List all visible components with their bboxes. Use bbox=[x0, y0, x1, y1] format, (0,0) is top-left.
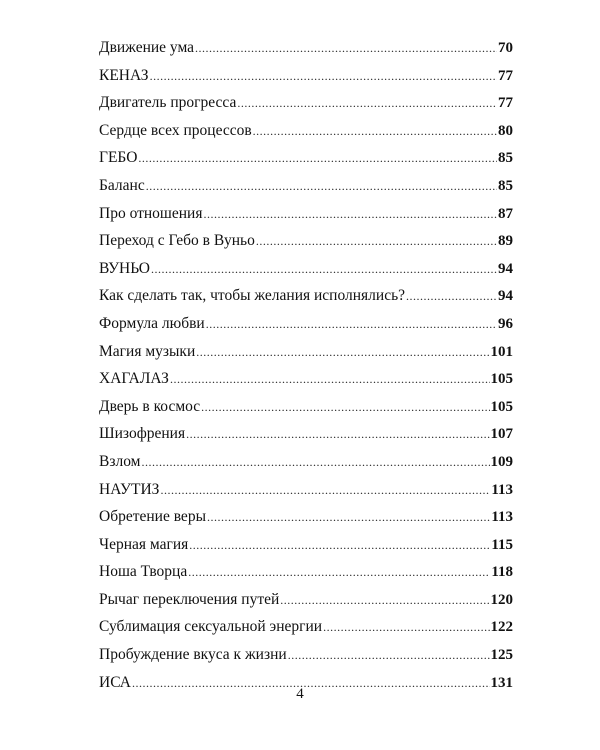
toc-entry-page: 118 bbox=[491, 564, 513, 581]
table-of-contents bbox=[99, 34, 513, 696]
toc-entry-title: НАУТИЗ bbox=[99, 480, 160, 498]
toc-entry-title: ВУНЬО bbox=[99, 259, 150, 277]
toc-dot-leader bbox=[406, 283, 497, 311]
toc-entry-title: Шизофрения bbox=[99, 425, 186, 443]
toc-entry-title: Формула любви bbox=[99, 314, 205, 332]
toc-entry-title: Двигатель прогресса bbox=[99, 94, 237, 112]
toc-entry bbox=[99, 172, 513, 200]
toc-entry-title: Сердце всех процессов bbox=[99, 121, 252, 139]
toc-dot-leader bbox=[237, 90, 497, 118]
toc-entry bbox=[99, 117, 513, 145]
toc-entry bbox=[99, 34, 513, 62]
toc-dot-leader bbox=[253, 118, 497, 146]
toc-entry bbox=[99, 503, 513, 531]
toc-dot-leader bbox=[189, 532, 490, 560]
toc-dot-leader bbox=[203, 201, 497, 229]
toc-dot-leader bbox=[196, 339, 489, 367]
toc-entry-title: ГЕБО bbox=[99, 149, 138, 167]
toc-dot-leader bbox=[195, 35, 497, 63]
toc-entry bbox=[99, 227, 513, 255]
toc-entry-title: Магия музыки bbox=[99, 342, 196, 360]
toc-entry-title: Сублимация сексуальной энергии bbox=[99, 618, 323, 636]
toc-entry-title: Взлом bbox=[99, 452, 141, 470]
toc-entry bbox=[99, 144, 513, 172]
toc-dot-leader bbox=[256, 228, 497, 256]
toc-dot-leader bbox=[160, 477, 490, 505]
toc-dot-leader bbox=[141, 449, 489, 477]
toc-entry bbox=[99, 531, 513, 559]
toc-entry-page: 101 bbox=[490, 343, 513, 360]
toc-dot-leader bbox=[207, 504, 490, 532]
toc-entry-title: Про отношения bbox=[99, 204, 203, 222]
toc-entry-page: 77 bbox=[498, 67, 513, 84]
toc-entry-page: 70 bbox=[498, 40, 513, 56]
toc-entry-title: Как сделать так, чтобы желания исполнялись? bbox=[99, 287, 406, 305]
toc-entry-title: Черная магия bbox=[99, 535, 189, 553]
toc-dot-leader bbox=[323, 614, 489, 642]
toc-dot-leader bbox=[280, 587, 489, 615]
toc-dot-leader bbox=[150, 63, 497, 91]
toc-entry-page: 96 bbox=[498, 315, 513, 332]
toc-entry bbox=[99, 586, 513, 614]
toc-entry-title: Ноша Творца bbox=[99, 563, 188, 581]
page-number: 4 bbox=[296, 686, 304, 702]
toc-entry bbox=[99, 200, 513, 228]
toc-entry-title: Баланс bbox=[99, 176, 145, 194]
toc-entry-page: 94 bbox=[498, 288, 513, 305]
toc-entry bbox=[99, 282, 513, 310]
toc-dot-leader bbox=[201, 394, 489, 422]
toc-entry-page: 105 bbox=[490, 371, 513, 388]
toc-dot-leader bbox=[288, 642, 490, 670]
toc-entry-page: 85 bbox=[498, 150, 513, 167]
toc-entry-title: Дверь в космос bbox=[99, 397, 201, 415]
toc-entry-title: ХАГАЛАЗ bbox=[99, 370, 169, 388]
toc-entry-title: Обретение веры bbox=[99, 508, 206, 526]
toc-entry bbox=[99, 448, 513, 476]
toc-entry-page: 89 bbox=[498, 233, 513, 250]
toc-entry-page: 80 bbox=[498, 122, 513, 139]
toc-entry-page: 131 bbox=[490, 674, 513, 691]
toc-entry bbox=[99, 558, 513, 586]
toc-entry bbox=[99, 641, 513, 669]
toc-entry-title: КЕНАЗ bbox=[99, 66, 149, 84]
toc-entry-title: Переход с Гебо в Вуньо bbox=[99, 232, 255, 250]
toc-entry bbox=[99, 338, 513, 366]
toc-entry bbox=[99, 476, 513, 504]
toc-entry-title: ИСА bbox=[99, 673, 131, 691]
toc-entry-page: 77 bbox=[498, 95, 513, 112]
toc-dot-leader bbox=[151, 256, 497, 284]
toc-dot-leader bbox=[170, 366, 490, 394]
toc-entry bbox=[99, 365, 513, 393]
toc-entry-title: Пробуждение вкуса к жизни bbox=[99, 646, 287, 664]
toc-entry-page: 125 bbox=[490, 647, 513, 664]
toc-entry-page: 107 bbox=[490, 426, 513, 443]
toc-dot-leader bbox=[138, 145, 497, 173]
toc-dot-leader bbox=[146, 173, 497, 201]
toc-entry-page: 87 bbox=[498, 205, 513, 222]
toc-entry-page: 109 bbox=[490, 453, 513, 470]
toc-entry bbox=[99, 613, 513, 641]
toc-entry-page: 115 bbox=[491, 536, 513, 553]
toc-entry-page: 122 bbox=[490, 619, 513, 636]
toc-entry-page: 105 bbox=[490, 398, 513, 415]
toc-entry bbox=[99, 255, 513, 283]
toc-entry bbox=[99, 393, 513, 421]
toc-entry bbox=[99, 89, 513, 117]
toc-entry-page: 94 bbox=[498, 260, 513, 277]
toc-entry-title: Рычаг переключения путей bbox=[99, 590, 280, 608]
toc-entry bbox=[99, 62, 513, 90]
toc-entry-page: 120 bbox=[490, 591, 513, 608]
toc-entry bbox=[99, 420, 513, 448]
toc-dot-leader bbox=[206, 311, 497, 339]
toc-entry-page: 113 bbox=[491, 481, 513, 498]
toc-entry-page: 85 bbox=[498, 177, 513, 194]
toc-entry-title: Движение ума bbox=[99, 39, 195, 56]
toc-dot-leader bbox=[188, 559, 490, 587]
toc-entry bbox=[99, 310, 513, 338]
toc-entry-page: 113 bbox=[491, 509, 513, 526]
toc-dot-leader bbox=[186, 421, 489, 449]
